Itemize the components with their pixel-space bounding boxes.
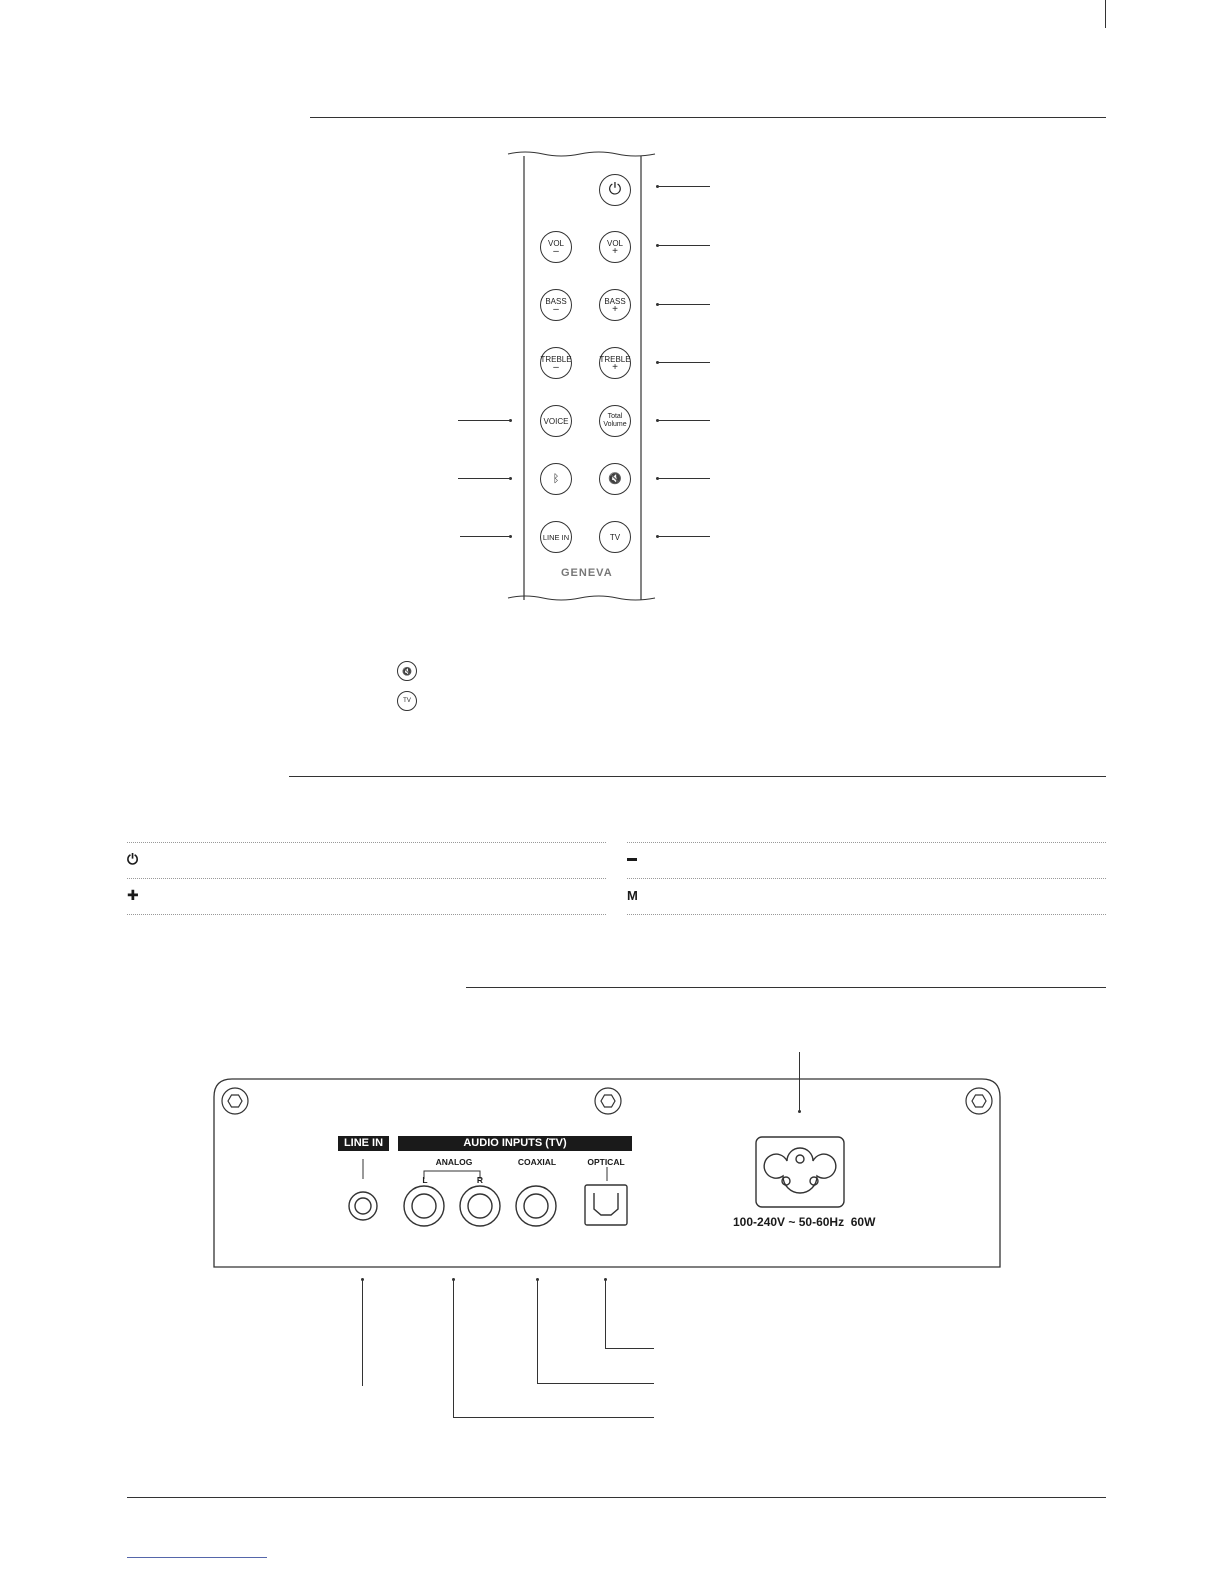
- callout-dot: [509, 419, 512, 422]
- legend-tv-icon: [397, 691, 417, 711]
- callout-line-in: [362, 1280, 363, 1386]
- callout-coaxial-vertical: [537, 1280, 538, 1383]
- callout-vol-plus: [658, 245, 710, 246]
- callout-dot: [509, 477, 512, 480]
- analog-bracket: [424, 1171, 480, 1179]
- analog-label: ANALOG: [435, 1157, 473, 1167]
- callout-coaxial: [537, 1383, 654, 1384]
- treble-minus-button[interactable]: [540, 347, 572, 379]
- total-volume-button[interactable]: [599, 405, 631, 437]
- tv-button[interactable]: [599, 521, 631, 553]
- tv-label: TV: [609, 532, 621, 542]
- minus-icon: ▬: [627, 853, 637, 864]
- remote-outline: [505, 150, 665, 610]
- callout-bass-plus: [658, 304, 710, 305]
- total-volume-label-1: Total: [607, 413, 623, 420]
- line-in-jack: [349, 1192, 377, 1220]
- callout-bluetooth: [458, 478, 510, 479]
- vol-plus-label: VOL: [606, 238, 623, 248]
- bass-plus-button[interactable]: [599, 289, 631, 321]
- mute-icon: 🔇: [608, 472, 622, 485]
- footer-rule: [127, 1497, 1106, 1498]
- callout-voice: [458, 420, 510, 421]
- table-row-divider: [627, 878, 1106, 879]
- power-spec-label: 100-240V ~ 50-60Hz 60W: [733, 1215, 876, 1229]
- treble-plus-button[interactable]: [599, 347, 631, 379]
- callout-optical-vertical: [605, 1280, 606, 1348]
- power-icon: ⏻: [608, 181, 622, 198]
- vol-minus-button[interactable]: [540, 231, 572, 263]
- treble-minus-label: TREBLE: [540, 354, 572, 364]
- callout-total-volume: [658, 420, 710, 421]
- plus-symbol: +: [612, 303, 618, 315]
- bluetooth-icon: ᛒ: [552, 472, 560, 485]
- treble-plus-label: TREBLE: [599, 354, 631, 364]
- bass-minus-button[interactable]: [540, 289, 572, 321]
- bass-minus-label: BASS: [545, 296, 567, 306]
- audio-inputs-label: AUDIO INPUTS (TV): [398, 1136, 632, 1151]
- optical-label: OPTICAL: [587, 1157, 625, 1167]
- power-button[interactable]: [599, 174, 631, 206]
- callout-analog-vertical: [453, 1280, 454, 1417]
- coaxial-label: COAXIAL: [517, 1157, 557, 1167]
- callout-power-inlet: [799, 1052, 800, 1112]
- tv-label: TV: [403, 698, 411, 704]
- line-in-button[interactable]: [540, 521, 572, 553]
- table-row-divider: [127, 842, 606, 843]
- left-channel-label: L: [422, 1175, 428, 1185]
- screw-right: [966, 1088, 992, 1114]
- power-inlet: [756, 1137, 844, 1207]
- plus-symbol: +: [612, 245, 618, 257]
- section-rule-remote: [310, 117, 1106, 118]
- callout-treble-plus: [658, 362, 710, 363]
- screw-left: [222, 1088, 248, 1114]
- callout-mute: [658, 478, 710, 479]
- mute-icon: 🔇: [402, 666, 412, 676]
- table-row-divider: [127, 878, 606, 879]
- mute-button[interactable]: [599, 463, 631, 495]
- power-icon: ⏻: [127, 851, 139, 867]
- section-rule-rear-panel: [466, 987, 1106, 988]
- coaxial-jack: [516, 1186, 556, 1226]
- minus-symbol: –: [553, 361, 559, 373]
- footer-link-underline[interactable]: [127, 1557, 267, 1558]
- section-rule-keys: [289, 776, 1106, 777]
- vol-minus-label: VOL: [547, 238, 564, 248]
- minus-symbol: –: [553, 303, 559, 315]
- plus-icon: ✚: [127, 887, 139, 903]
- total-volume-label-2: Volume: [603, 421, 627, 428]
- callout-dot: [509, 535, 512, 538]
- m-icon: M: [627, 888, 638, 903]
- callout-dot: [798, 1110, 801, 1113]
- page-corner-mark: [1105, 0, 1106, 28]
- voice-button[interactable]: [540, 405, 572, 437]
- voice-label: VOICE: [543, 416, 569, 426]
- analog-r-jack: [460, 1186, 500, 1226]
- callout-line-in: [460, 536, 510, 537]
- line-in-label: LINE IN: [338, 1136, 389, 1151]
- optical-port: [585, 1185, 627, 1225]
- line-in-label: LINE IN: [542, 532, 570, 542]
- analog-l-jack: [404, 1186, 444, 1226]
- screw-center: [595, 1088, 621, 1114]
- bass-plus-label: BASS: [604, 296, 626, 306]
- rear-panel-outline: [210, 1075, 1006, 1271]
- plus-symbol: +: [612, 361, 618, 373]
- table-row-divider: [627, 914, 1106, 915]
- table-row-divider: [127, 914, 606, 915]
- legend-mute-icon: [397, 661, 417, 681]
- vol-plus-button[interactable]: [599, 231, 631, 263]
- table-row-divider: [627, 842, 1106, 843]
- callout-analog: [453, 1417, 654, 1418]
- minus-symbol: –: [553, 245, 559, 257]
- callout-tv: [658, 536, 710, 537]
- geneva-logo: GENEVA: [561, 567, 613, 579]
- callout-optical: [605, 1348, 654, 1349]
- right-channel-label: R: [476, 1175, 484, 1185]
- callout-power: [658, 186, 710, 187]
- bluetooth-button[interactable]: [540, 463, 572, 495]
